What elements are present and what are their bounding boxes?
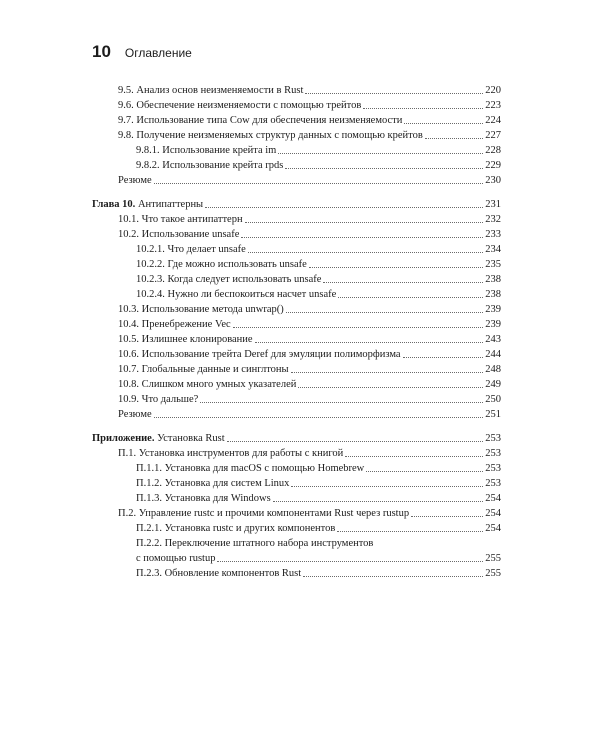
- toc-entry-text: 10.2.2. Где можно использовать unsafe: [136, 259, 307, 270]
- toc-page-number: 253: [485, 478, 501, 489]
- toc-entry-title: [118, 507, 409, 520]
- toc-entry-text: 9.5. Анализ основ неизменяемости в Rust: [118, 85, 304, 96]
- toc-entry-text: П.2.3. Обновление компонентов Rust: [136, 568, 302, 579]
- toc-page-number: 255: [485, 553, 501, 564]
- toc-entry-title: [118, 99, 361, 112]
- toc-entry-text: П.1.2. Установка для систем Linux: [136, 478, 290, 489]
- dot-leader: [273, 501, 484, 502]
- toc-page-number: 238: [485, 289, 501, 300]
- dot-leader: [363, 108, 483, 109]
- toc-entry-text: 10.8. Слишком много умных указателей: [118, 379, 297, 390]
- dot-leader: [248, 252, 483, 253]
- toc-entry-title: [118, 303, 284, 316]
- page-number: 10: [92, 42, 111, 61]
- toc-entry-text: 10.2. Использование unsafe: [118, 229, 240, 240]
- toc-page-number: 253: [485, 433, 501, 444]
- toc-page-number: 250: [485, 394, 501, 405]
- toc-page-number: 243: [485, 334, 501, 345]
- toc-page-number: 234: [485, 244, 501, 255]
- toc-entry-text: 9.8.1. Использование крейта im: [136, 145, 277, 156]
- toc-entry-text: Резюме: [118, 409, 152, 420]
- toc-entry-title: [118, 228, 239, 241]
- toc-page-number: 238: [485, 274, 501, 285]
- toc-entry-text: 10.5. Излишнее клонирование: [118, 334, 253, 345]
- toc-page-number: 251: [485, 409, 501, 420]
- toc-entry-text: 10.4. Пренебрежение Vec: [118, 319, 231, 330]
- toc-chapter-label: Приложение.: [92, 433, 155, 444]
- toc-entry-text: 9.7. Использование типа Cow для обеспечения неизменяемости: [118, 115, 403, 126]
- toc-page-number: 220: [485, 85, 501, 96]
- dot-leader: [305, 93, 483, 94]
- dot-leader: [245, 222, 484, 223]
- toc-page-number: 254: [485, 493, 501, 504]
- toc-entry-title: [136, 258, 307, 271]
- toc-entry-title: [136, 288, 336, 301]
- toc-entry-title: [118, 84, 303, 97]
- dot-leader: [217, 561, 483, 562]
- toc-chapter-label: Глава 10.: [92, 199, 136, 210]
- toc-page-number: 228: [485, 145, 501, 156]
- dot-leader: [154, 417, 484, 418]
- toc-entry-title: [118, 213, 243, 226]
- dot-leader: [233, 327, 484, 328]
- dot-leader: [309, 267, 483, 268]
- toc-entry-text: 10.1. Что такое антипаттерн: [118, 214, 243, 225]
- toc-entry-text: Установка Rust: [157, 433, 225, 444]
- dot-leader: [338, 297, 483, 298]
- toc-page-number: 227: [485, 130, 501, 141]
- toc-page-number: 249: [485, 379, 501, 390]
- toc-page-number: 244: [485, 349, 501, 360]
- dot-leader: [404, 123, 483, 124]
- toc-entry-title: [92, 432, 225, 445]
- toc-entry-title-line: П.2.2. Переключение штатного набора инструментов: [136, 538, 374, 549]
- toc-entry-title: [136, 522, 335, 535]
- toc-entry-title: [118, 129, 423, 142]
- toc-page-number: 224: [485, 115, 501, 126]
- toc-entry-title: [136, 492, 271, 505]
- toc-entry-title: [118, 174, 152, 187]
- toc-entry-text: П.1. Установка инструментов для работы с книгой: [118, 448, 344, 459]
- toc-page-number: 254: [485, 508, 501, 519]
- toc-entry-text: 10.2.4. Нужно ли беспокоиться насчет unsafe: [136, 289, 337, 300]
- toc-page-number: 239: [485, 319, 501, 330]
- toc-entry-title: [136, 477, 289, 490]
- toc-page-number: 253: [485, 463, 501, 474]
- dot-leader: [285, 168, 483, 169]
- toc-page-number: 255: [485, 568, 501, 579]
- dot-leader: [403, 357, 484, 358]
- toc-entry-title: [118, 393, 198, 406]
- dot-leader: [366, 471, 483, 472]
- page-header: [92, 42, 192, 62]
- dot-leader: [337, 531, 483, 532]
- toc-page-number: 230: [485, 175, 501, 186]
- toc-page-number: 232: [485, 214, 501, 225]
- toc-entry-title: [118, 348, 401, 361]
- toc-page-number: 233: [485, 229, 501, 240]
- toc-entry-text: 9.6. Обеспечение неизменяемости с помощью трейтов: [118, 100, 362, 111]
- toc-entry-title: [136, 462, 364, 475]
- dot-leader: [278, 153, 483, 154]
- toc-entry-title: [118, 114, 402, 127]
- dot-leader: [286, 312, 483, 313]
- dot-leader: [298, 387, 483, 388]
- toc-entry-text: 10.6. Использование трейта Deref для эмуляции полиморфизма: [118, 349, 401, 360]
- dot-leader: [291, 372, 484, 373]
- toc-page-number: 239: [485, 304, 501, 315]
- toc-entry-title: [136, 567, 301, 580]
- dot-leader: [227, 441, 484, 442]
- toc-entry-text: 10.2.1. Что делает unsafe: [136, 244, 246, 255]
- toc-page-number: 235: [485, 259, 501, 270]
- dot-leader: [323, 282, 483, 283]
- dot-leader: [411, 516, 483, 517]
- toc-entry-text: П.2. Управление rustc и прочими компонентами Rust через rustup: [118, 508, 410, 519]
- toc-entry-title: [136, 243, 246, 256]
- toc-page-number: 223: [485, 100, 501, 111]
- toc-entry-title: [136, 144, 276, 157]
- dot-leader: [425, 138, 483, 139]
- toc-page-number: 254: [485, 523, 501, 534]
- toc-entry-title: [118, 378, 296, 391]
- toc-entry-text: П.1.1. Установка для macOS с помощью Homebrew: [136, 463, 365, 474]
- toc-entry-title: [136, 159, 283, 172]
- toc-entry-text: 9.8.2. Использование крейта rpds: [136, 160, 284, 171]
- toc-entry-text: 9.8. Получение неизменяемых структур данных с помощью крейтов: [118, 130, 423, 141]
- toc-entry-text: Резюме: [118, 175, 152, 186]
- toc-entry-text: 10.9. Что дальше?: [118, 394, 199, 405]
- dot-leader: [154, 183, 484, 184]
- toc-page-number: 229: [485, 160, 501, 171]
- toc-entry-text: с помощью rustup: [136, 553, 216, 564]
- toc-entry-title: [118, 447, 343, 460]
- dot-leader: [241, 237, 483, 238]
- toc-entry-title: [92, 198, 203, 211]
- dot-leader: [205, 207, 483, 208]
- toc-entry-title: [136, 552, 215, 565]
- dot-leader: [345, 456, 483, 457]
- toc-entry-title: [118, 318, 231, 331]
- toc-page-number: 248: [485, 364, 501, 375]
- toc-entry-text: 10.2.3. Когда следует использовать unsafe: [136, 274, 322, 285]
- dot-leader: [255, 342, 484, 343]
- toc-page-number: 253: [485, 448, 501, 459]
- toc-entry-title: [118, 408, 152, 421]
- toc-entry-text: 10.7. Глобальные данные и синглтоны: [118, 364, 289, 375]
- toc-entry-title: [118, 333, 253, 346]
- dot-leader: [291, 486, 483, 487]
- toc-entry-title: [118, 363, 289, 376]
- toc-page-number: 231: [485, 199, 501, 210]
- running-title: Оглавление: [124, 46, 192, 60]
- dot-leader: [303, 576, 483, 577]
- toc-entry-title: [136, 273, 321, 286]
- dot-leader: [200, 402, 483, 403]
- toc-entry-text: П.2.1. Установка rustc и других компонентов: [136, 523, 336, 534]
- toc-entry-text: П.1.3. Установка для Windows: [136, 493, 271, 504]
- toc-entry-text: Антипаттерны: [137, 199, 204, 210]
- toc-entry-text: 10.3. Использование метода unwrap(): [118, 304, 284, 315]
